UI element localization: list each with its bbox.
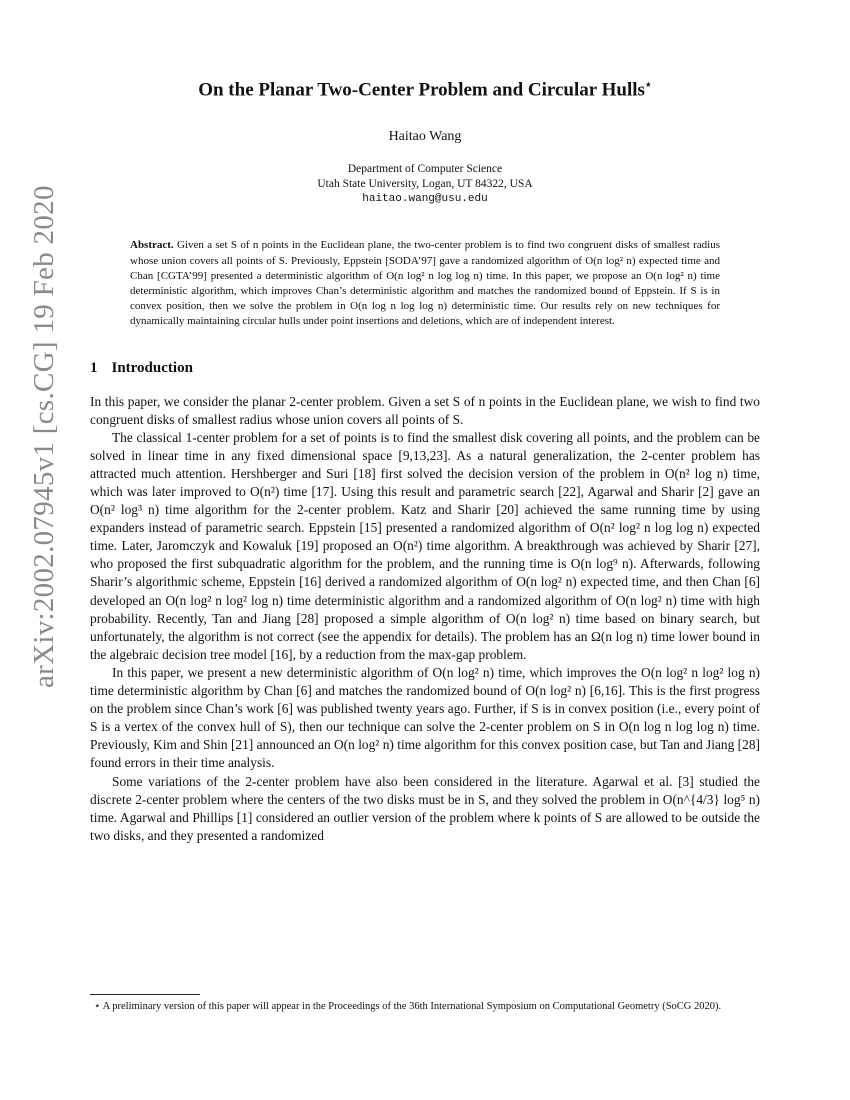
abstract-label: Abstract. <box>130 239 174 252</box>
paragraph: Some variations of the 2-center problem have also been considered in the literature. Agarwal et al. [3] studied the discrete 2-center problem where the centers of the two disks must be in S, and they solved the problem in O(n^{4/3} log⁵ n) time. Agarwal and Phillips [1] considered an outlier version of the problem where k points of S are allowed to be outside the two disks, and they presented a randomized <box>90 773 760 843</box>
paper-page <box>90 70 760 845</box>
paragraph: In this paper, we present a new deterministic algorithm of O(n log² n) time, which improves the O(n log² n log² log n) time deterministic algorithm by Chan [6] and matches the randomized bound of O(n log² n) [6,16]. This is the first progress on the problem since Chan’s work [6] was published twenty years ago. Further, if S is in convex position (i.e., every point of S is a vertex of the convex hull of S), then our technique can solve the 2-center problem on S in O(n log n log log n) time. Previously, Kim and Shin [21] announced an O(n log² n) time algorithm for this convex position case, but Tan and Jiang [28] found errors in their time analysis. <box>90 664 760 771</box>
affiliation <box>90 162 760 207</box>
author-email: haitao.wang@usu.edu <box>362 193 488 206</box>
author-name: Haitao Wang <box>388 129 462 145</box>
affiliation-department: Department of Computer Science <box>347 163 503 176</box>
body-text <box>90 393 760 845</box>
paragraph: The classical 1-center problem for a set of points is to find the smallest disk covering all points, and the problem can be solved in linear time in any fixed dimensional space [9,13,23]. As a natural generalization, the 2-center problem has attracted much attention. Hershberger and Suri [18] first solved the decision version of the problem in O(n² log n) time, which was later improved to O(n²) time [17]. Using this result and parametric search [22], Agarwal and Sharir [2] gave an O(n² log³ n) time algorithm for the 2-center problem. Katz and Sharir [20] achieved the same running time by using expanders instead of parametric search. Eppstein [15] presented a randomized algorithm of O(n² log² n log log n) expected time. Later, Jaromczyk and Kowaluk [19] proposed an O(n²) time algorithm. A breakthrough was achieved by Sharir [27], who proposed the first subquadratic algorithm for the problem, and the running time is O(n log⁹ n). Afterwards, following Sharir’s algorithmic scheme, Eppstein [16] derived a randomized algorithm of O(n log² n) expected time, and then Chan [6] developed an O(n log² n log² log n) time deterministic algorithm and a randomized algorithm of O(n log² n) time with high probability. Recently, Tan and Jiang [28] proposed a simple algorithm of O(n log² n) time based on binary search, but unfortunately, the algorithm is not correct (see the appendix for details). The problem has an Ω(n log n) time lower bound in the algebraic decision tree model [16], by a reduction from the max-gap problem. <box>90 429 760 662</box>
abstract <box>130 238 720 329</box>
arxiv-identifier: arXiv:2002.07945v1 [cs.CG] 19 Feb 2020 <box>28 185 60 688</box>
footnote-rule <box>90 994 200 995</box>
affiliation-university: Utah State University, Logan, UT 84322, USA <box>317 178 533 191</box>
title-footnote-mark: ⋆ <box>644 79 652 91</box>
section-title: Introduction <box>111 359 193 376</box>
footnote: ⋆ A preliminary version of this paper will appear in the Proceedings of the 36th International Symposium on Computational Geometry (SoCG 2020). <box>94 1001 722 1012</box>
paper-title-text: On the Planar Two-Center Problem and Circular Hulls <box>198 79 645 101</box>
abstract-text: Given a set S of n points in the Euclidean plane, the two-center problem is to find two congruent disks of smallest radius whose union covers all points of S. Previously, Eppstein [SODA’97] gave a randomized algorithm of O(n log² n) expected time and Chan [CGTA’99] presented a deterministic algorithm of O(n log² n log log n) time. In this paper, we propose an O(n log² n) time deterministic algorithm, which improves Chan’s deterministic algorithm and matches the randomized bound of Eppstein. If S is in convex position, then we solve the problem in O(n log n log log n) deterministic time. Our results rely on new techniques for dynamically maintaining circular hulls under point insertions and deletions, which are of independent interest. <box>130 239 720 328</box>
paragraph: In this paper, we consider the planar 2-center problem. Given a set S of n points in the Euclidean plane, we wish to find two congruent disks of smallest radius whose union covers all points of S. <box>90 393 760 427</box>
paper-title <box>90 78 760 101</box>
section-heading <box>90 360 760 377</box>
section-number: 1 <box>90 359 98 376</box>
